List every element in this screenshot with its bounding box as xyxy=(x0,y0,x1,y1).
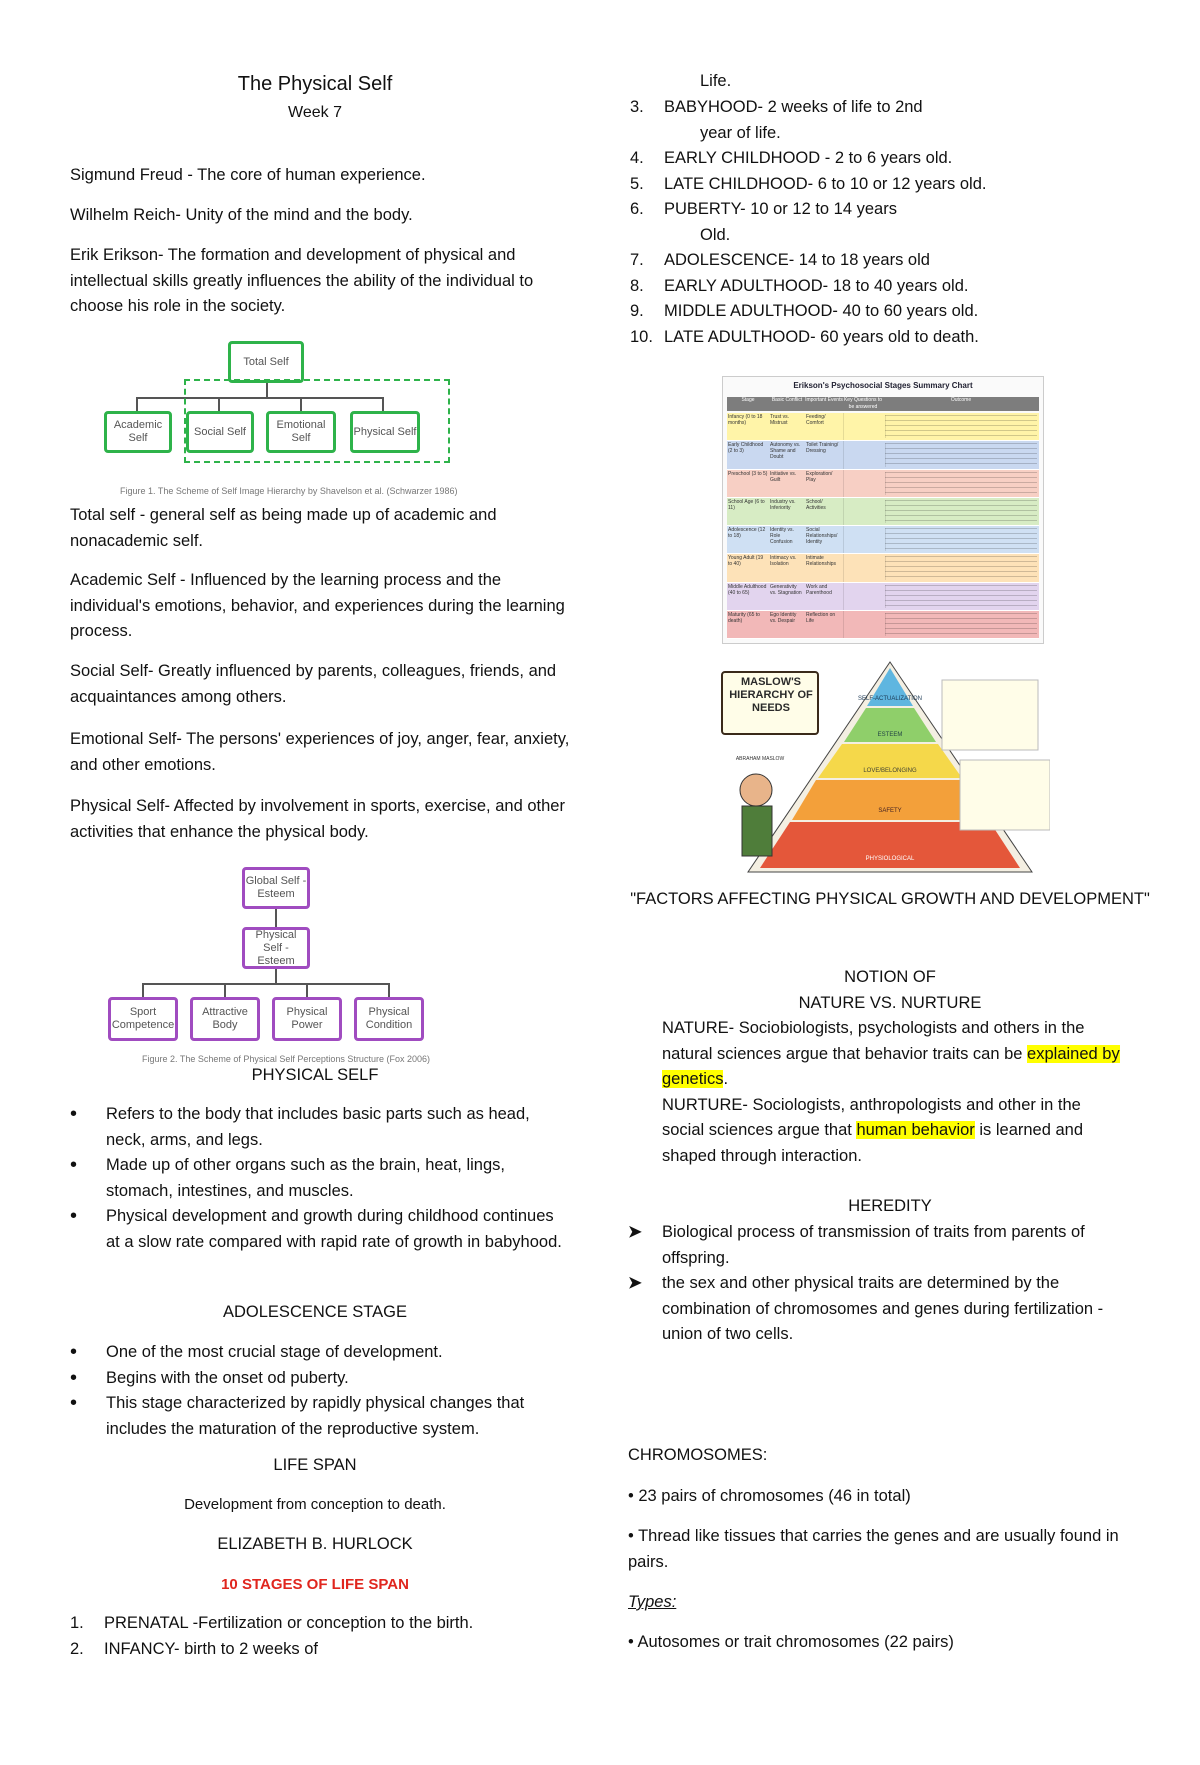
stage-item xyxy=(630,299,1130,325)
stages-list-left xyxy=(70,1611,570,1662)
erikson-outcome-cell xyxy=(885,500,1037,523)
maslow-hierarchy-image xyxy=(720,660,1050,878)
heredity-list xyxy=(628,1220,1124,1348)
factors-heading: "FACTORS AFFECTING PHYSICAL GROWTH AND DEVELOPMENT" xyxy=(630,890,1150,908)
page-title: The Physical Self xyxy=(237,73,393,95)
list-item: • One of the most crucial stage of development. xyxy=(70,1340,570,1366)
fig1-emotional-self xyxy=(266,411,336,453)
fig1-top-label: Total Self xyxy=(243,355,289,368)
erikson-header-cell: Basic Conflict xyxy=(771,397,803,403)
erikson-chart-header-row xyxy=(727,397,1039,411)
stage-text: MIDDLE ADULTHOOD- 40 to 60 years old. xyxy=(664,302,979,320)
heredity-item-text: the sex and other physical traits are determined by the combination of chromosomes and genes during fertilization -union of two cells. xyxy=(662,1274,1104,1343)
stage-number: 5. xyxy=(630,174,644,193)
erikson-event-cell: Reflection on Life xyxy=(806,611,836,624)
erikson-stage-cell: Maturity (65 to death) xyxy=(728,611,760,624)
erikson-conflict-cell: Autonomy vs. Shame and Doubt xyxy=(770,442,801,461)
stage-item xyxy=(630,274,1130,300)
list-item: • This stage characterized by rapidly physical changes that includes the maturation of the reproductive system. xyxy=(70,1391,570,1442)
erikson-outcome-cell xyxy=(885,443,1037,466)
erikson-chart-row xyxy=(727,441,1039,469)
arrow-bullet-icon: ➤ xyxy=(628,1223,642,1241)
erikson-event-cell: Exploration/ Play xyxy=(806,470,833,483)
nature-text: NATURE- Sociobiologists, psychologists and others in the natural sciences argue that behavior traits can be xyxy=(662,1019,1085,1063)
maslow-level-label: PHYSIOLOGICAL xyxy=(865,856,915,862)
erikson-event-cell: Intimate Relationships xyxy=(806,555,837,568)
erikson-chart-rows xyxy=(727,413,1039,639)
erikson-outcome-cell xyxy=(885,585,1037,608)
fig2-sport-competence xyxy=(108,997,178,1041)
stage-number: 10. xyxy=(630,327,653,346)
chromosomes-heading: CHROMOSOMES: xyxy=(628,1446,768,1464)
adolescence-heading: ADOLESCENCE STAGE xyxy=(223,1303,407,1321)
arrow-bullet-icon: ➤ xyxy=(628,1274,642,1292)
nurture-text-end: is learned and shaped through interaction. xyxy=(662,1121,1084,1165)
fig2-physical-box xyxy=(242,927,310,969)
stage-number: 4. xyxy=(630,149,644,167)
stage-text: BABYHOOD- 2 weeks of life to 2nd xyxy=(664,98,923,116)
nurture-highlight: human behavior xyxy=(856,1121,975,1139)
reich-line: Wilhelm Reich- Unity of the mind and the body. xyxy=(70,206,413,224)
social-self-paragraph: Social Self- Greatly influenced by parents, colleagues, friends, and acquaintances among others. xyxy=(70,662,557,706)
maslow-level-label: ESTEEM xyxy=(877,732,903,738)
week-label: Week 7 xyxy=(288,104,342,121)
erikson-stage-cell: Early Childhood (2 to 3) xyxy=(728,442,764,455)
stage-text: PRENATAL -Fertilization or conception to the birth. xyxy=(104,1614,474,1632)
stage-item xyxy=(630,248,1130,274)
nurture-text: NURTURE- Sociologists, anthropologists and other in the social sciences argue that xyxy=(662,1095,1081,1139)
erikson-chart-row xyxy=(727,611,1039,639)
stages-heading: 10 STAGES OF LIFE SPAN xyxy=(221,1576,409,1593)
erikson-stage-cell: Middle Adulthood (40 to 65) xyxy=(728,583,767,596)
erikson-question-cell xyxy=(843,583,883,610)
chromosomes-item: • 23 pairs of chromosomes (46 in total) xyxy=(628,1487,911,1505)
list-item xyxy=(628,1220,1124,1271)
fig1-child-label: Academic Self xyxy=(113,419,163,444)
stage-number: 9. xyxy=(630,302,644,320)
erikson-paragraph: Erik Erikson- The formation and development of physical and intellectual skills greatly influences the ability of the individual to choose his role in the society. xyxy=(70,246,534,315)
erikson-stage-cell: Preschool (3 to 5) xyxy=(728,470,768,477)
erikson-conflict-cell: Generativity vs. Stagnation xyxy=(770,583,802,596)
erikson-header-cell: Important Events xyxy=(805,397,843,403)
stage-text: LATE CHILDHOOD- 6 to 10 or 12 years old. xyxy=(664,174,987,193)
erikson-outcome-cell xyxy=(885,613,1037,636)
erikson-stage-cell: School Age (6 to 11) xyxy=(728,498,765,511)
stage-item xyxy=(70,1611,570,1637)
fig2-child-label: Attractive Body xyxy=(202,1006,248,1031)
nature-highlight: explained by genetics xyxy=(662,1044,1120,1088)
heredity-item-text: Biological process of transmission of traits from parents of offspring. xyxy=(662,1223,1085,1267)
erikson-event-cell: Work and Parenthood xyxy=(806,583,832,596)
fig1-top-box xyxy=(228,341,304,383)
stage-text: PUBERTY- 10 or 12 to 14 years xyxy=(664,200,897,218)
chromosomes-item: • Thread like tissues that carries the genes and are usually found in pairs. xyxy=(628,1527,1119,1571)
stage-item xyxy=(630,146,1130,172)
notion-heading: NOTION OF xyxy=(844,968,936,986)
stage-text-cont: Old. xyxy=(700,225,731,244)
fig2-attractive-body xyxy=(190,997,260,1041)
life-continuation: Life. xyxy=(700,72,732,90)
erikson-chart-row xyxy=(727,413,1039,441)
fig2-global-box xyxy=(242,867,310,909)
erikson-chart-row xyxy=(727,470,1039,498)
types-label: Types: xyxy=(628,1593,677,1611)
fig1-academic-self xyxy=(104,411,172,453)
nurture-paragraph xyxy=(662,1093,1122,1170)
erikson-stage-cell: Young Adult (19 to 40) xyxy=(728,555,764,568)
erikson-outcome-cell xyxy=(885,472,1037,495)
erikson-stage-cell: Adolescence (12 to 18) xyxy=(728,527,766,539)
fig1-child-label: Physical Self xyxy=(353,425,417,438)
erikson-chart-row xyxy=(727,498,1039,526)
nature-vs-nurture-heading: NATURE VS. NURTURE xyxy=(798,993,982,1012)
adolescence-list xyxy=(70,1340,570,1442)
erikson-header-cell: Key Questions to be answered xyxy=(843,397,883,410)
erikson-chart-title: Erikson's Psychosocial Stages Summary Chart xyxy=(793,381,973,390)
erikson-question-cell xyxy=(843,498,883,525)
erikson-conflict-cell: Trust vs. Mistrust xyxy=(770,414,789,426)
erikson-event-cell: School/ Activities xyxy=(806,498,826,511)
figure-1-self-hierarchy xyxy=(100,335,460,497)
maslow-title: MASLOW'S HIERARCHY OF NEEDS xyxy=(729,676,813,714)
stage-number: 7. xyxy=(630,251,644,269)
nature-paragraph xyxy=(662,1016,1122,1093)
freud-line: Sigmund Freud - The core of human experience. xyxy=(70,166,426,184)
fig2-child-label: Sport Competence xyxy=(111,1006,175,1031)
erikson-conflict-cell: Initiative vs. Guilt xyxy=(770,470,797,483)
erikson-chart-row xyxy=(727,583,1039,611)
hurlock-heading: ELIZABETH B. HURLOCK xyxy=(217,1535,413,1553)
stage-item xyxy=(630,325,1130,351)
erikson-outcome-cell xyxy=(885,556,1037,579)
stage-text: INFANCY- birth to 2 weeks of xyxy=(104,1639,318,1658)
erikson-outcome-cell xyxy=(885,528,1037,551)
erikson-stage-cell: Infancy (0 to 18 months) xyxy=(728,414,763,426)
maslow-level-label: SELF-ACTUALIZATION xyxy=(858,696,922,702)
figure-1-caption: Figure 1. The Scheme of Self Image Hierarchy by Shavelson et al. (Schwarzer 1986) xyxy=(120,486,458,496)
heredity-heading: HEREDITY xyxy=(848,1197,932,1215)
erikson-chart-row xyxy=(727,526,1039,554)
fig2-physical-power xyxy=(272,997,342,1041)
maslow-level-label: SAFETY xyxy=(878,808,902,814)
stage-item xyxy=(630,172,1130,198)
list-item: • Refers to the body that includes basic parts such as head, neck, arms, and legs. xyxy=(70,1102,570,1153)
physical-self-paragraph: Physical Self- Affected by involvement in sports, exercise, and other activities that enhance the physical body. xyxy=(70,797,565,841)
list-item: • Begins with the onset od puberty. xyxy=(70,1366,570,1392)
erikson-question-cell xyxy=(843,526,883,553)
stage-text: EARLY CHILDHOOD - 2 to 6 years old. xyxy=(664,149,953,167)
nature-text-end: . xyxy=(723,1070,729,1088)
stage-number: 1. xyxy=(70,1614,84,1632)
fig2-child-label: Physical Condition xyxy=(365,1006,413,1031)
stage-item xyxy=(630,197,1130,248)
erikson-question-cell xyxy=(843,413,883,440)
erikson-chart-row xyxy=(727,554,1039,582)
figure-2-caption: Figure 2. The Scheme of Physical Self Perceptions Structure (Fox 2006) xyxy=(142,1054,430,1064)
stage-number: 8. xyxy=(630,276,644,295)
stage-text-cont: year of life. xyxy=(700,123,781,142)
erikson-header-cell: Outcome xyxy=(950,397,972,403)
erikson-conflict-cell: Identity vs. Role Confusion xyxy=(770,527,794,545)
fig2-mid-label: Physical Self - Esteem xyxy=(255,928,297,967)
fig1-child-label: Emotional Self xyxy=(276,419,326,444)
life-span-heading: LIFE SPAN xyxy=(273,1456,357,1474)
list-item: • Made up of other organs such as the brain, heat, lings, stomach, intestines, and muscles. xyxy=(70,1153,570,1204)
erikson-conflict-cell: Industry vs. Inferiority xyxy=(770,498,796,511)
stage-number: 6. xyxy=(630,200,644,218)
physical-self-list xyxy=(70,1102,570,1255)
erikson-conflict-cell: Intimacy vs. Isolation xyxy=(770,555,797,568)
figure-2-physical-self-perceptions xyxy=(108,865,438,1064)
stage-item xyxy=(70,1637,570,1663)
erikson-event-cell: Toilet Training/ Dressing xyxy=(806,442,839,455)
stage-number: 3. xyxy=(630,98,644,116)
academic-self-paragraph: Academic Self - Influenced by the learning process and the individual's emotions, behavior, and experiences during the learning process. xyxy=(70,571,565,640)
erikson-conflict-cell: Ego Identity vs. Despair xyxy=(770,611,797,624)
maslow-level-label: LOVE/BELONGING xyxy=(863,768,917,774)
chromosomes-item: • Autosomes or trait chromosomes (22 pairs) xyxy=(628,1633,954,1651)
emotional-self-paragraph: Emotional Self- The persons' experiences of joy, anger, fear, anxiety, and other emotions. xyxy=(70,730,570,774)
fig1-physical-self xyxy=(350,411,420,453)
erikson-question-cell xyxy=(843,441,883,468)
erikson-stages-chart xyxy=(722,376,1044,644)
fig1-social-self xyxy=(186,411,254,453)
erikson-outcome-cell xyxy=(885,415,1037,438)
maslow-sign: ABRAHAM MASLOW xyxy=(735,756,785,762)
stage-text: EARLY ADULTHOOD- 18 to 40 years old. xyxy=(664,276,969,295)
erikson-question-cell xyxy=(843,554,883,581)
erikson-event-cell: Social Relationships/ Identity xyxy=(806,527,838,545)
life-span-definition: Development from conception to death. xyxy=(184,1496,446,1513)
fig2-child-label: Physical Power xyxy=(286,1006,328,1031)
fig1-child-label: Social Self xyxy=(194,425,246,438)
stage-number: 2. xyxy=(70,1639,84,1658)
erikson-event-cell: Feeding/ Comfort xyxy=(806,414,826,426)
physical-self-heading: PHYSICAL SELF xyxy=(251,1066,379,1084)
erikson-question-cell xyxy=(843,470,883,497)
total-self-paragraph: Total self - general self as being made up of academic and nonacademic self. xyxy=(70,506,497,550)
stage-text: ADOLESCENCE- 14 to 18 years old xyxy=(664,251,930,269)
fig2-top-label: Global Self - Esteem xyxy=(245,875,307,900)
stages-list-right xyxy=(630,95,1130,350)
list-item xyxy=(628,1271,1124,1348)
stage-item xyxy=(630,95,1130,146)
stage-text: LATE ADULTHOOD- 60 years old to death. xyxy=(664,327,979,346)
fig2-physical-condition xyxy=(354,997,424,1041)
erikson-question-cell xyxy=(843,611,883,638)
list-item: • Physical development and growth during childhood continues at a slow rate compared with rapid rate of growth in babyhood. xyxy=(70,1204,570,1255)
erikson-header-cell: Stage xyxy=(741,397,755,403)
